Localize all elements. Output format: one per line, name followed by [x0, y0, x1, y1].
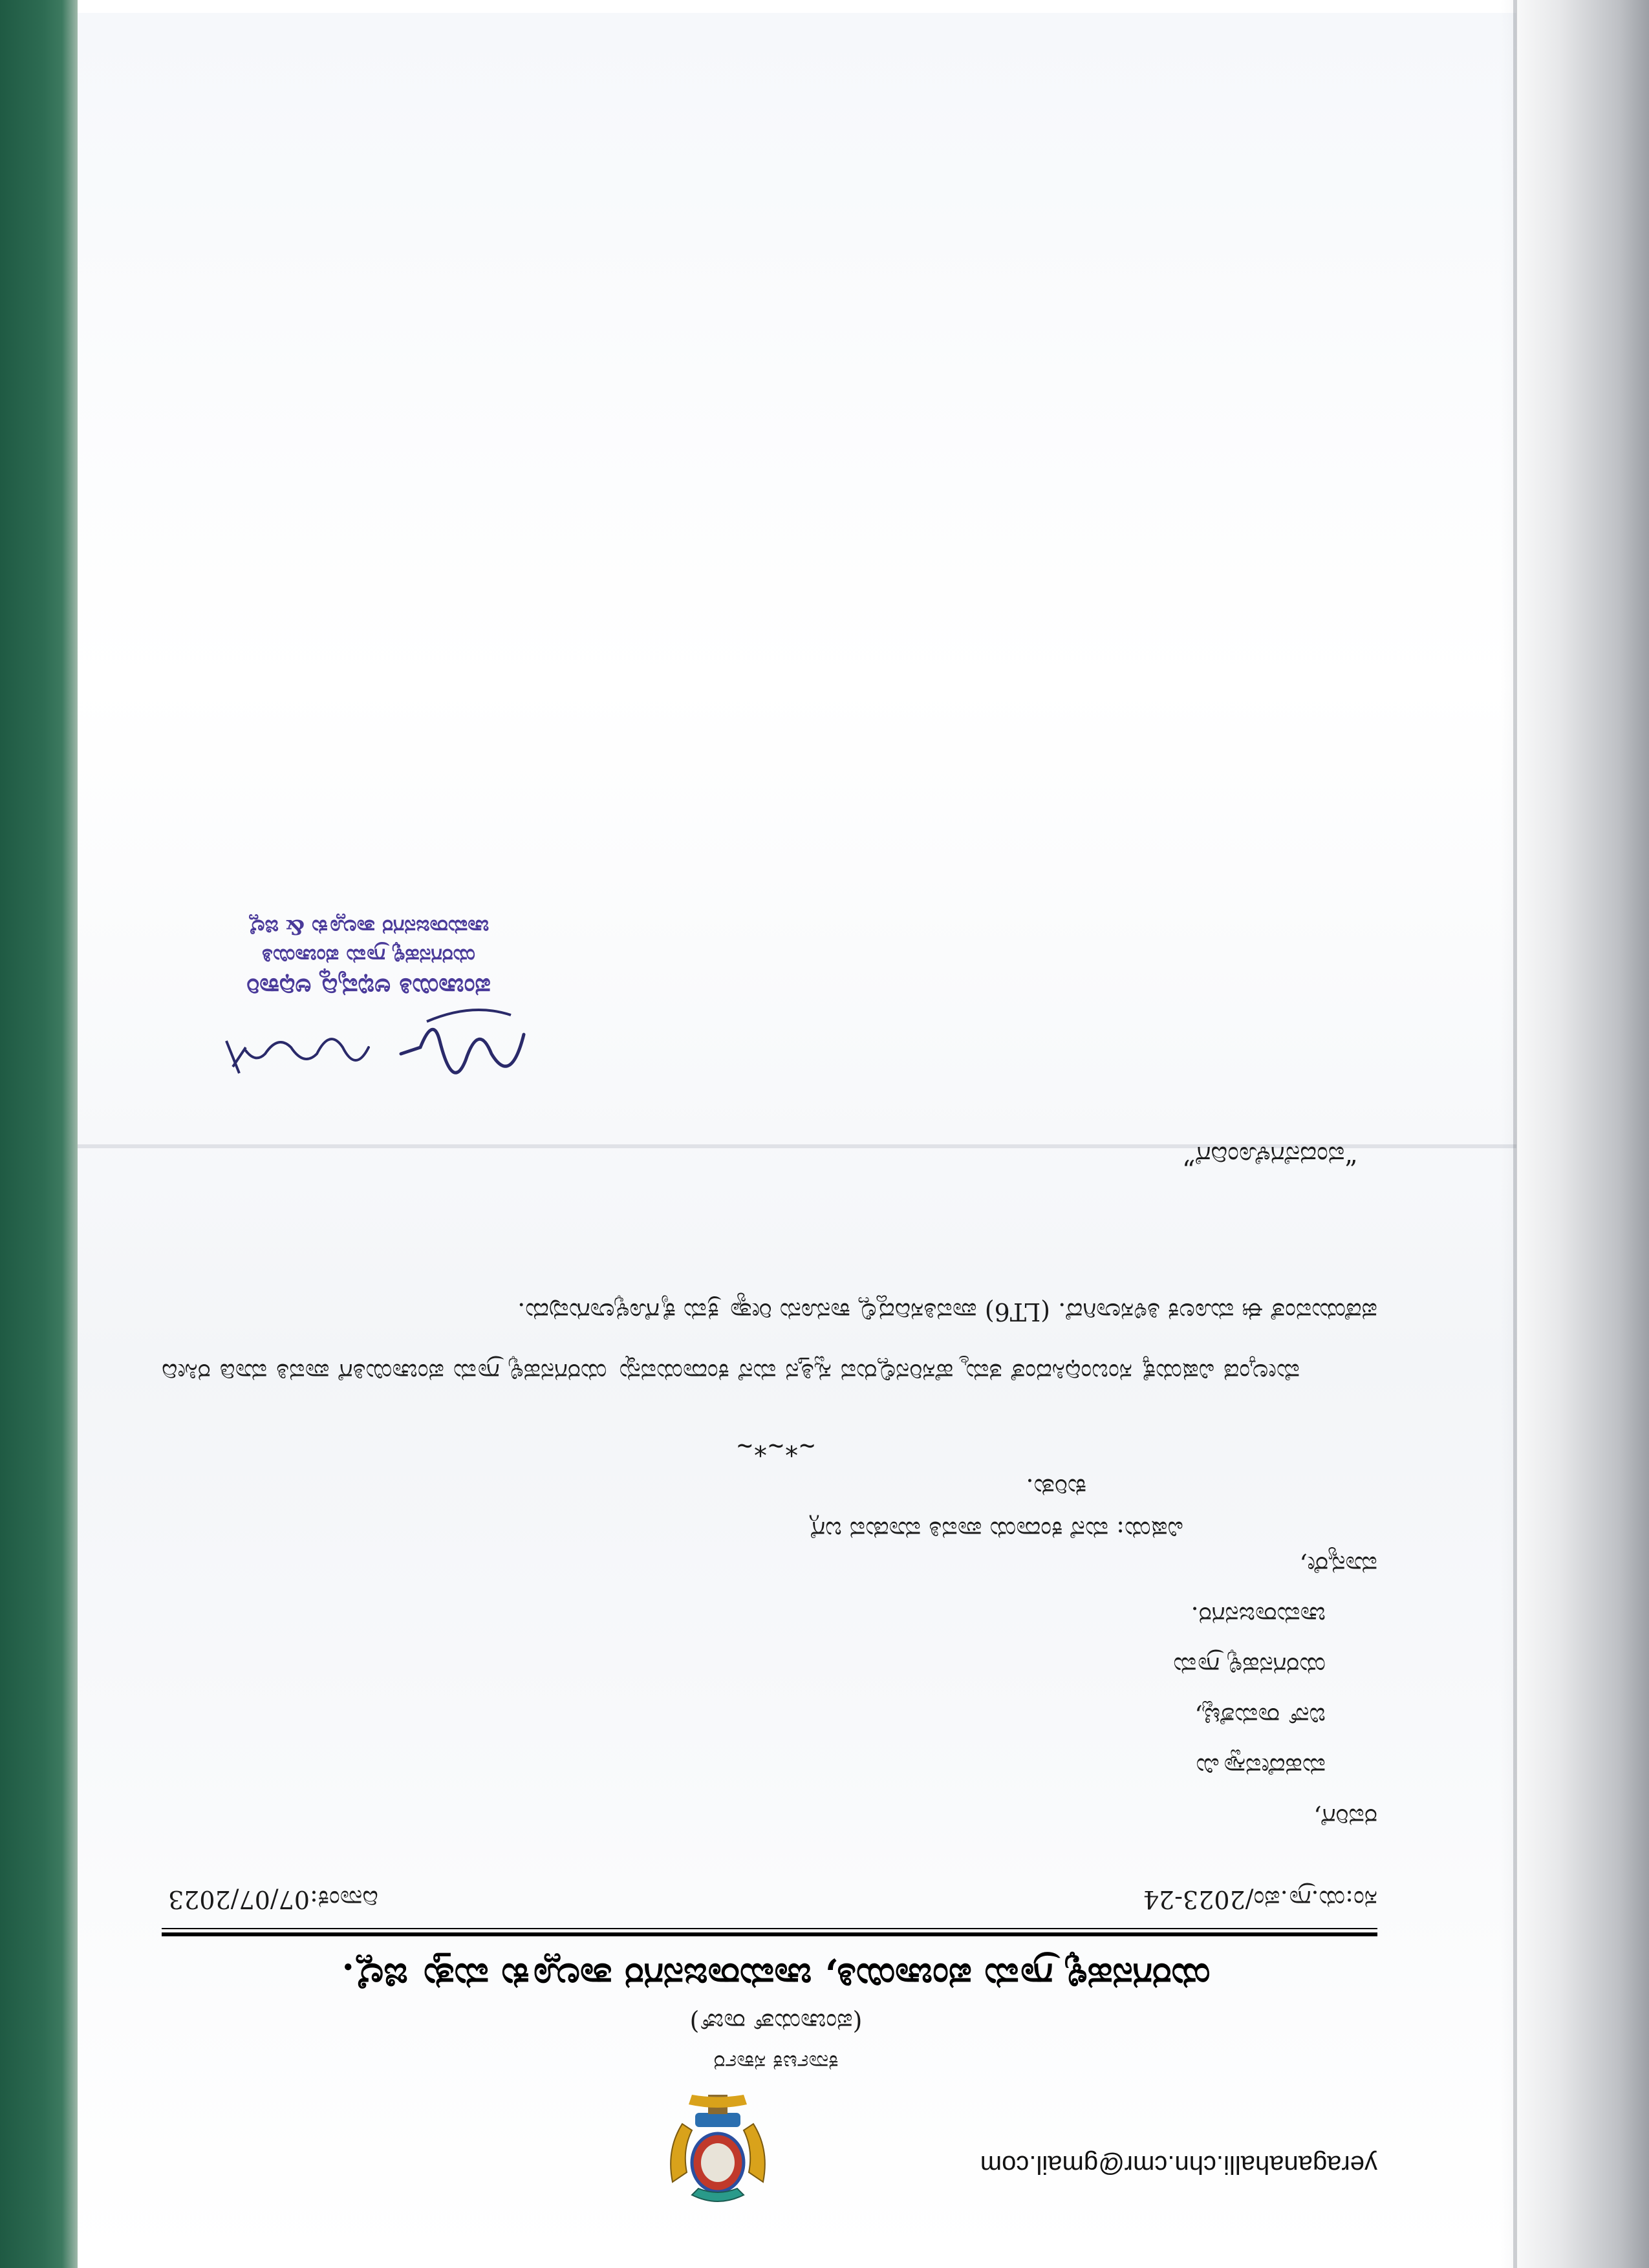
recipient-line: ಬಿನ್ ರಾಮಶೆಟ್ಟಿ, — [1194, 1702, 1326, 1731]
binding-strip — [0, 0, 78, 2268]
seal-line: ಚಾಮರಾಜನಗರ ತಾಲ್ಲೂಕು & ಜಿಲ್ಲೆ — [248, 915, 490, 939]
seal-line: ಪಂಚಾಯಿತಿ ಅಭಿವೃದ್ಧಿ ಅಧಿಕಾರಿ — [246, 973, 491, 1002]
header-rule-thick — [162, 1932, 1377, 1936]
reference-date: ದಿನಾಂಕ:07/07/2023 — [168, 1885, 378, 1914]
underlying-page-shadow — [1500, 0, 1649, 2268]
letter-body — [162, 1281, 1377, 1403]
office-email: yeraganahalli.chn.cmr@gmail.com — [980, 2150, 1377, 2179]
department-line: (ಪಂಚಾಯತ್ ರಾಜ್) — [689, 2008, 863, 2037]
recipient-line: ಮಹದೇವಸ್ವಾಮಿ — [1196, 1753, 1326, 1781]
reference-number: ಸಂ:ಯ.ಗ್ರಾ.ಪಂ/2023-24 — [1143, 1885, 1377, 1914]
subject-block — [810, 1466, 1183, 1552]
recipient-line: ಚಾಮರಾಜನಗರ. — [1191, 1601, 1326, 1630]
subject-line: ವಿಷಯ: ಮನೆ ಕಂದಾಯ ಪಾವತಿ ಮಾಡುವ ಬಗ್ಗೆ — [809, 1516, 1183, 1545]
karnataka-state-emblem-icon — [653, 2085, 782, 2208]
letter-document — [97, 39, 1455, 2231]
recipient-line: ಯರಗನಹಳ್ಳಿ ಗ್ರಾಮ — [1173, 1652, 1326, 1680]
government-line: ಕರ್ನಾಟಕ ಸರ್ಕಾರ — [713, 2049, 839, 2075]
office-name-heading: ಯರಗನಹಳ್ಳಿ ಗ್ರಾಮ ಪಂಚಾಯಿತಿ, ಚಾಮರಾಜನಗರ ತಾಲ್ಲೂಕು ಮತ್ತು ಜಿಲ್ಲೆ. — [341, 1955, 1211, 1998]
handwritten-signature — [213, 983, 550, 1112]
closing-text: “ವಂದನೆಗಳೊಂದಿಗೆ” — [1182, 1140, 1358, 1170]
recipient-block — [1173, 1540, 1377, 1843]
subject-line: ಕುರಿತು. — [1026, 1473, 1086, 1502]
section-separator: ~*~*~ — [737, 1431, 815, 1461]
seal-line: ಯರಗನಹಳ್ಳಿ ಗ್ರಾಮ ಪಂಚಾಯಿತಿ — [262, 944, 475, 968]
recipient-greeting: ಮಾನ್ಯರೇ, — [1299, 1551, 1377, 1579]
recipient-salutation: ರವರಿಗೆ, — [1313, 1803, 1377, 1832]
body-paragraph: ಮೇಲ್ಕಂಡ ವಿಷಯಕ್ಕೆ ಸಂಬಂಧಿಸಿದಂತೆ ತಮ್ಮ ಹೆಸರಿನಲ್ಲಿರುವ ಸ್ವತ್ತಿನ ಮನೆ ಕಂದಾಯವನ್ನು ಯರಗನಹಳ್ಳಿ ಗ್ರಾಮ ಪಂಚಾಯಿತಿಗೆ ಪಾವತಿ ಮಾಡಿ ರಸೀದಿ ಪಡೆಯುವಂತೆ ಈ ಮೂಲಕ ತಿಳಿಸಲಾಗಿದೆ. (LT6) ಪಾವತಿಸದಿದ್ದಲ್ಲಿ ಕಾನೂನು ರೀತ್ಯಾ ಕ್ರಮ ಕೈಗೊಳ್ಳಲಾಗುವುದು. — [162, 1298, 1377, 1387]
official-seal — [155, 914, 582, 1002]
header-rule-thin — [162, 1928, 1377, 1929]
